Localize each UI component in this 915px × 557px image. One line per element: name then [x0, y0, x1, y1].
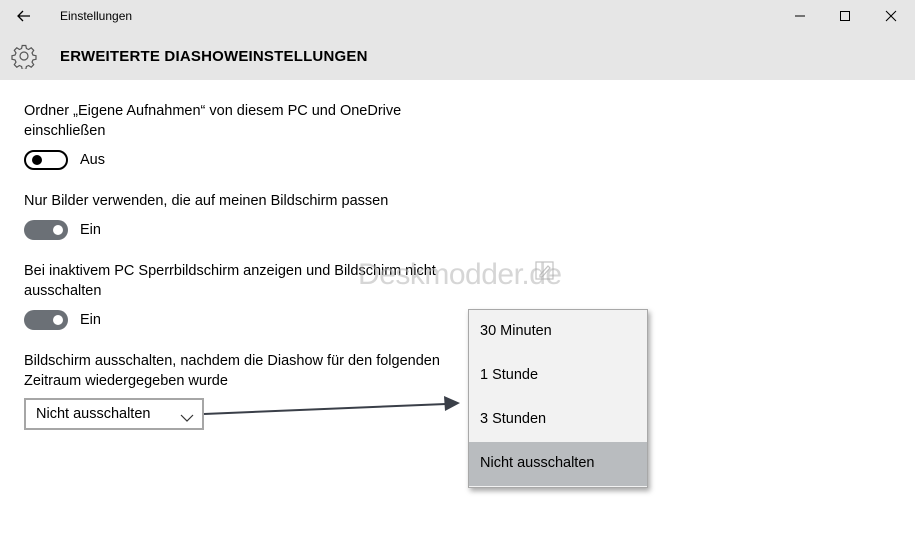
setting-camera-roll-label: Ordner „Eigene Aufnahmen“ von diesem PC und OneDrive einschließen	[24, 103, 402, 139]
page-title: ERWEITERTE DIASHOWEINSTELLUNGEN	[60, 48, 368, 65]
setting-fit-screen-label: Nur Bilder verwenden, die auf meinen Bildschirm passen	[24, 193, 389, 209]
screen-off-selected-value: Nicht ausschalten	[36, 406, 151, 422]
lock-screen-toggle-state: Ein	[80, 312, 101, 328]
watermark: Deskmodder.de	[358, 258, 562, 291]
setting-lock-screen-label: Bei inaktivem PC Sperrbildschirm anzeigen und Bildschirm nicht ausschalten	[24, 263, 436, 299]
window-title: Einstellungen	[60, 9, 133, 23]
camera-roll-toggle-state: Aus	[80, 152, 105, 168]
option-30-minutes[interactable]: 30 Minuten	[480, 323, 552, 339]
option-1-hour[interactable]: 1 Stunde	[480, 367, 539, 383]
screen-off-options-list	[468, 309, 648, 488]
fit-screen-toggle-state: Ein	[80, 222, 101, 238]
setting-screen-off-label: Bildschirm ausschalten, nachdem die Diashow für den folgenden Zeitraum wiedergegeben wurde	[24, 353, 440, 389]
option-3-hours[interactable]: 3 Stunden	[480, 411, 547, 427]
option-never[interactable]: Nicht ausschalten	[469, 442, 647, 486]
